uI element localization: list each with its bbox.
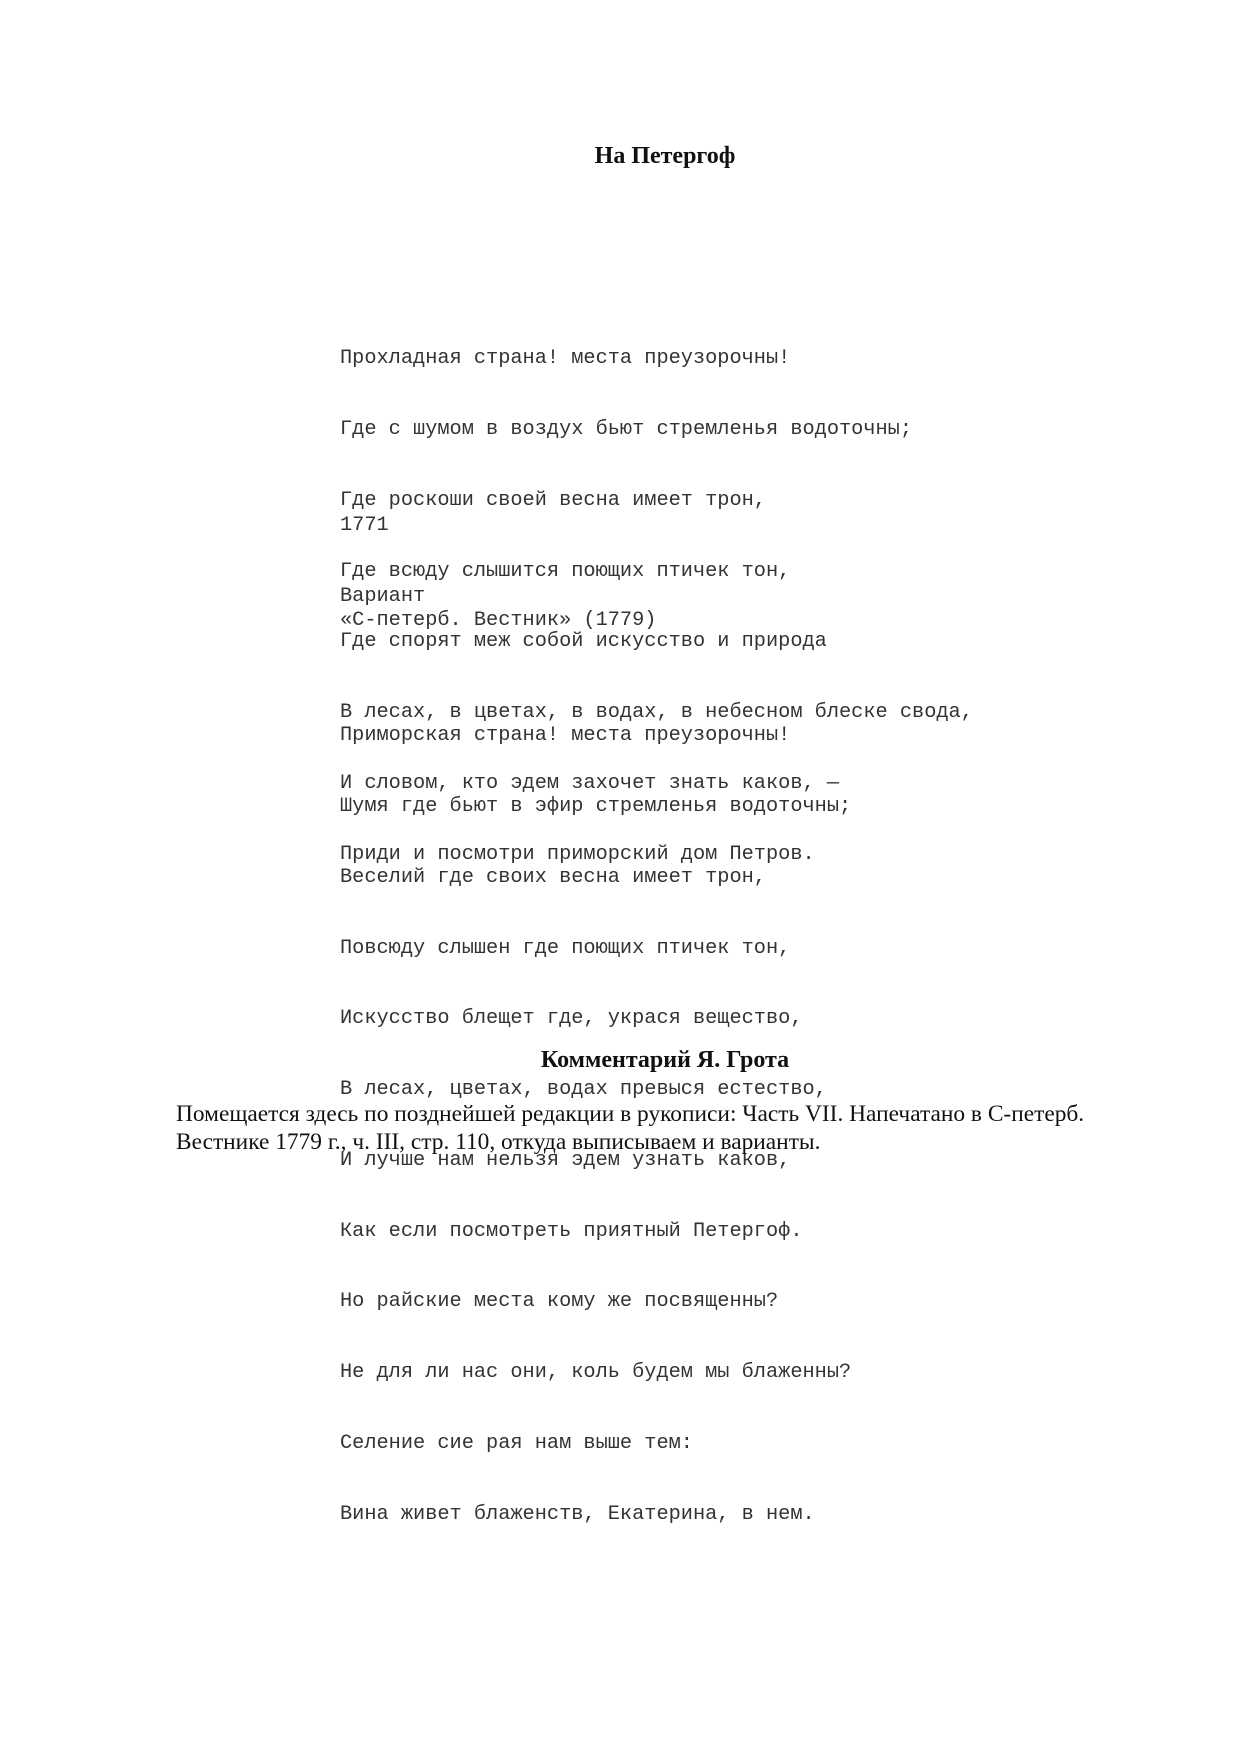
variant-line: Приморская страна! места преузорочны! [340, 724, 791, 748]
variant-source: «С-петерб. Вестник» (1779) [340, 609, 657, 632]
poem-year: 1771 [340, 514, 389, 537]
comment-title: Комментарий Я. Грота [540, 1047, 790, 1073]
variant-line: И лучше нам нельзя эдем узнать каков, [340, 1148, 791, 1172]
poem-line: В лесах, в цветах, в водах, в небесном блеске свода, [340, 701, 973, 725]
variant-line: Не для ли нас они, коль будем мы блаженны? [340, 1361, 852, 1385]
poem-line: Где роскоши своей весна имеет трон, [340, 488, 766, 512]
page-title: На Петергоф [594, 143, 736, 169]
poem-line: Где с шумом в воздух бьют стремленья водоточны; [340, 417, 913, 441]
variant-line: Селение сие рая нам выше тем: [340, 1432, 693, 1455]
variant-line: Повсюду слышен где поющих птичек тон, [340, 936, 791, 960]
variant-label: Вариант [340, 585, 426, 608]
comment-line: Вестнике 1779 г., ч. III, стр. 110, откуда выписываем и варианты. [176, 1129, 821, 1155]
poem-line: Где всюду слышится поющих птичек тон, [340, 559, 791, 583]
poem-line: И словом, кто эдем захочет знать каков, — [340, 771, 839, 795]
poem-line: Приди и посмотри приморский дом Петров. [340, 842, 815, 866]
variant-line: В лесах, цветах, водах превыся естество, [340, 1078, 827, 1102]
variant-line: Как если посмотреть приятный Петергоф. [340, 1219, 803, 1243]
poem-line: Прохладная страна! места преузорочны! [340, 347, 791, 371]
variant-line: Веселий где своих весна имеет трон, [340, 865, 766, 889]
variant-line: Искусство блещет где, украся вещество, [340, 1007, 803, 1031]
poem-line: Где спорят меж собой искусство и природа [340, 630, 827, 654]
comment-line: Помещается здесь по позднейшей редакции в рукописи: Часть VII. Напечатано в С-петерб. [176, 1101, 1085, 1127]
variant-line: Шумя где бьют в эфир стремленья водоточны; [340, 794, 852, 818]
comment-body [176, 1100, 1176, 1156]
variant-line: Вина живет блаженств, Екатерина, в нем. [340, 1502, 815, 1526]
variant-line: Но райские места кому же посвященны? [340, 1290, 779, 1314]
